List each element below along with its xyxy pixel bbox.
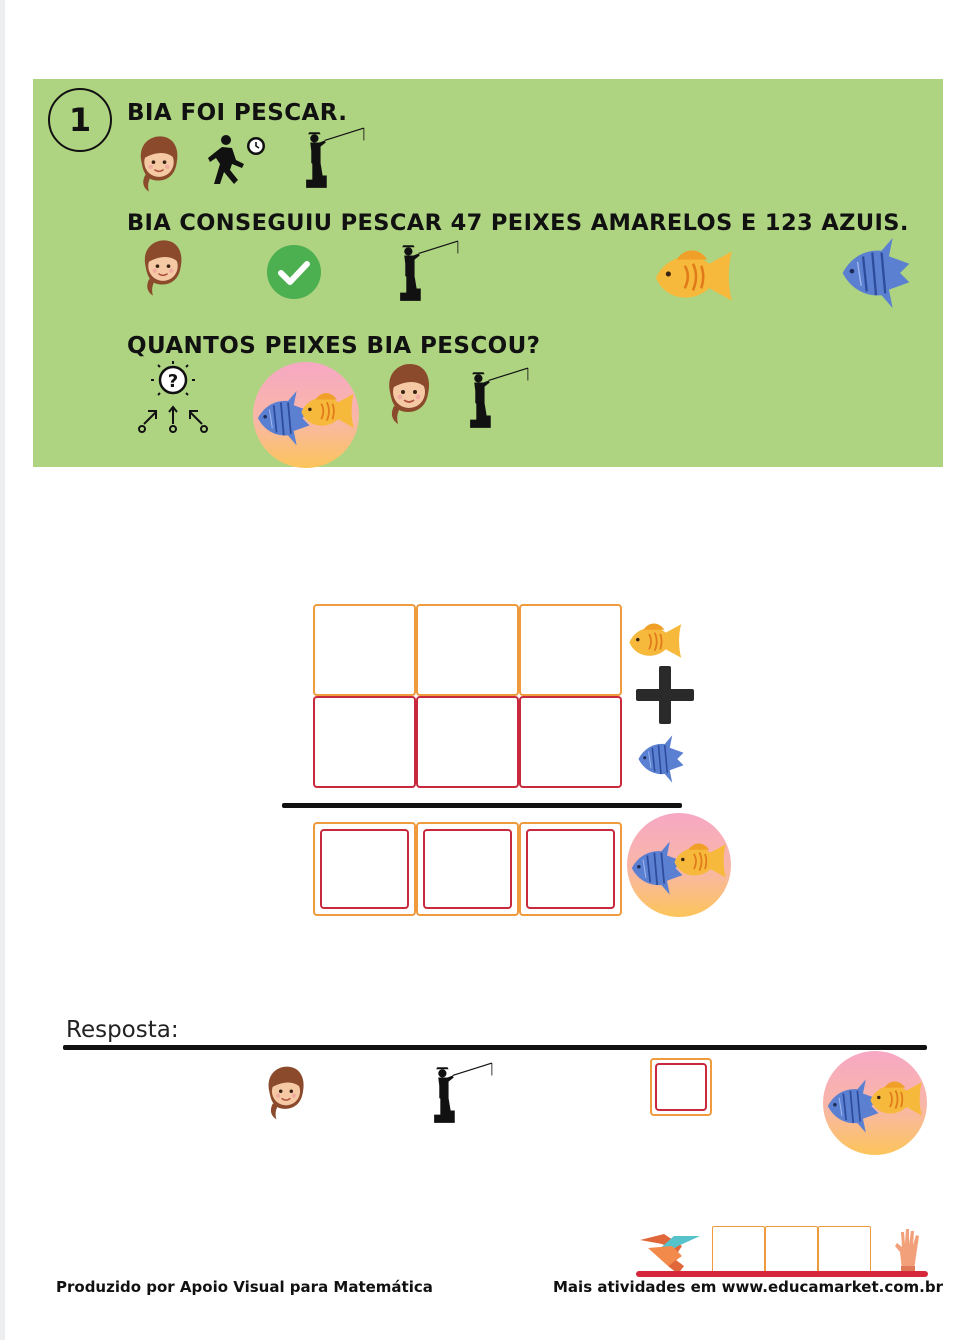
sum-line	[282, 803, 682, 808]
footer-credit: Produzido por Apoio Visual para Matemática	[56, 1278, 433, 1296]
question-number: 1	[48, 88, 112, 152]
fisherman-icon	[396, 236, 462, 308]
answer-label: Resposta:	[66, 1017, 179, 1043]
thinking-icon	[134, 360, 212, 436]
raised-hand-icon	[892, 1226, 924, 1272]
strip-box-2	[765, 1226, 818, 1274]
question-line-3: QUANTOS PEIXES BIA PESCOU?	[127, 333, 541, 359]
yellow-fish-icon	[654, 238, 736, 314]
strip-box-1	[712, 1226, 765, 1274]
addend-2-hundreds-box[interactable]	[313, 696, 416, 788]
girl-icon	[384, 362, 434, 426]
handshake-icon	[638, 1226, 702, 1276]
fisherman-icon	[466, 362, 532, 436]
fisherman-icon	[430, 1058, 496, 1130]
sum-tens-box[interactable]	[423, 829, 512, 909]
addend-2-units-box[interactable]	[519, 696, 622, 788]
question-line-2: BIA CONSEGUIU PESCAR 47 PEIXES AMARELOS E 123 AZUIS.	[127, 210, 909, 236]
decoration-red-bar	[636, 1271, 928, 1277]
blue-fish-icon	[634, 734, 688, 784]
question-line-1: BIA FOI PESCAR.	[127, 100, 348, 126]
addend-1-hundreds-box[interactable]	[313, 604, 416, 696]
walking-icon	[206, 132, 270, 190]
yellow-fish-icon	[628, 614, 684, 668]
sum-hundreds-box[interactable]	[320, 829, 409, 909]
footer-website: Mais atividades em www.educamarket.com.br	[553, 1278, 943, 1296]
check-icon	[266, 244, 322, 300]
fish-group-icon	[253, 362, 359, 468]
addend-1-units-box[interactable]	[519, 604, 622, 696]
addend-2-tens-box[interactable]	[416, 696, 519, 788]
addend-1-tens-box[interactable]	[416, 604, 519, 696]
page-edge	[0, 0, 5, 1340]
plus-icon	[634, 664, 696, 726]
blue-fish-icon	[836, 236, 916, 310]
answer-line	[63, 1045, 927, 1050]
girl-icon	[140, 238, 186, 298]
fish-group-icon	[627, 813, 731, 917]
answer-box[interactable]	[655, 1063, 707, 1111]
fish-group-icon	[823, 1051, 927, 1155]
girl-icon	[264, 1064, 308, 1122]
girl-icon	[136, 133, 182, 195]
strip-box-3	[818, 1226, 871, 1274]
svg-text:?: ?	[167, 371, 179, 392]
sum-units-box[interactable]	[526, 829, 615, 909]
fisherman-icon	[302, 124, 368, 194]
